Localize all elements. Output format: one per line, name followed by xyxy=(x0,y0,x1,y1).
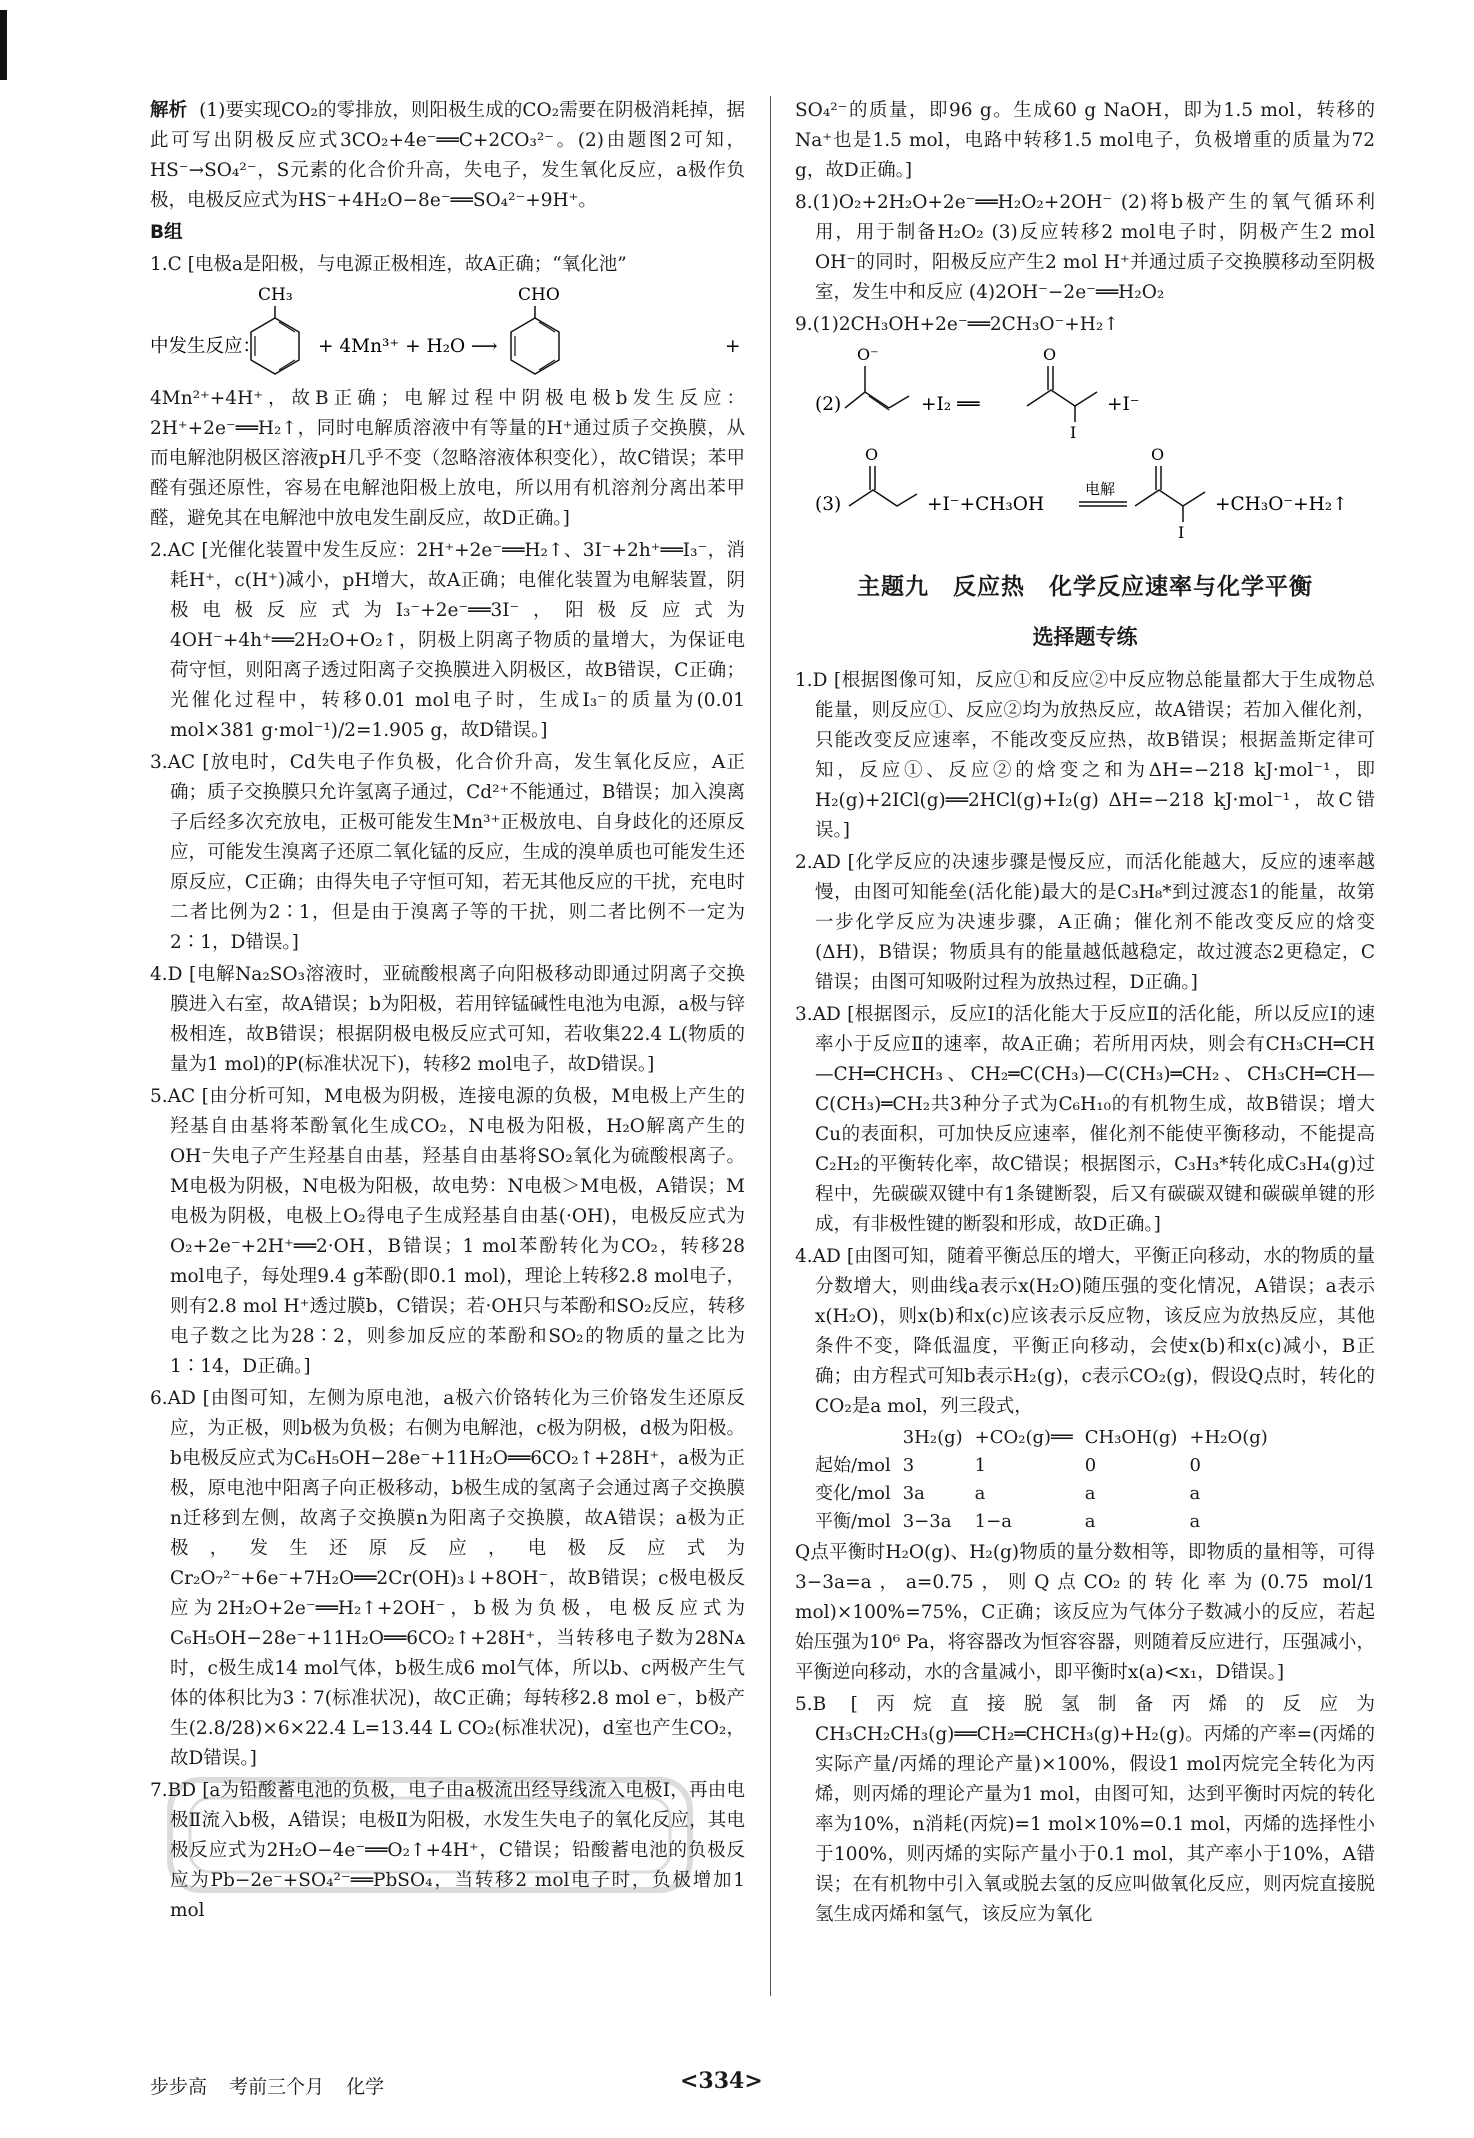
ice-header-cell: CH₃OH(g) xyxy=(1084,1427,1178,1448)
ice-cell: a xyxy=(1189,1483,1201,1504)
ice-cell: a xyxy=(1084,1483,1096,1504)
ice-cell: a xyxy=(974,1483,986,1504)
toluene-structure xyxy=(251,285,299,374)
ice-row xyxy=(815,1508,1280,1536)
binding-edge-mark xyxy=(0,10,7,80)
ice-cell: 3a xyxy=(902,1483,925,1504)
benzaldehyde-cho-label: CHO xyxy=(518,285,560,305)
ice-cell: a xyxy=(1189,1511,1201,1532)
answer-b7-continued: SO₄²⁻的质量，即96 g。生成60 g NaOH，即为1.5 mol，转移的Na⁺也是1.5 mol，电路中转移1.5 mol电子，负极增重的质量为72 g，故D正确。] xyxy=(795,100,1375,181)
group-b-heading: B组 xyxy=(150,222,183,243)
ice-cell: 变化/mol xyxy=(815,1483,891,1504)
answer-t4: 4.AD [由图可知，随着平衡总压的增大，平衡正向移动，水的物质的量分数增大，则曲线a表示x(H₂O)随压强的变化情况，A错误；a表示x(H₂O)，则x(b)和x(c)应该表示反应物，该反应为放热反应，其他条件不变，降低温度，平衡正向移动，会使x(b)和x(c)减小，B正确；由方程式可知b表示H₂(g)，c表示CO₂(g)，假设Q点时，转化的CO₂是a mol，列三段式， xyxy=(795,1246,1375,1417)
acetone-structure xyxy=(849,445,917,506)
ice-cell: 3 xyxy=(902,1455,915,1476)
electrolysis-products: +CH₃O⁻+H₂↑ xyxy=(1215,494,1348,515)
iodoketone-structure-1 xyxy=(1027,345,1097,440)
ice-row xyxy=(815,1480,1280,1508)
product-o-label: O xyxy=(1151,445,1165,464)
footer-series: 考前三个月 xyxy=(229,2076,325,2098)
ice-cell: 3−3a xyxy=(902,1511,952,1532)
answer-t4-continued: Q点平衡时H₂O(g)、H₂(g)物质的量分数相等，即物质的量相等，可得3−3a=a，a=0.75，则Q点CO₂的转化率为(0.75 mol/1 mol)×100%=75%，C正确；该反应为气体分子数减小的反应，若起始压强为10⁶ Pa，将容器改为恒容容器，则随着反应进行，压强减小，平衡逆向移动，水的含量减小，即平衡时x(a)<x₁，D错误。] xyxy=(795,1542,1375,1683)
benzaldehyde-structure xyxy=(511,285,560,374)
ice-cell: 0 xyxy=(1084,1455,1097,1476)
sub-label-3: (3) xyxy=(815,494,842,515)
reaction-prefix: 中发生反应： xyxy=(150,336,262,357)
ice-table xyxy=(815,1424,1280,1536)
ice-header-cell: +CO₂(g)══ xyxy=(974,1427,1073,1448)
ice-header-cell: 3H₂(g) xyxy=(902,1427,963,1448)
answer-t5: 5.B [丙烷直接脱氢制备丙烯的反应为CH₃CH₂CH₃(g)══CH₂═CHCH₃(g)+H₂(g)。丙烯的产率=(丙烯的实际产量/丙烯的理论产量)×100%，假设1 mol丙烷完全转化为丙烯，则丙烯的理论产量为1 mol，由图可知，达到平衡时丙烷的转化率为10%，n消耗(丙烷)=1 mol×10%=0.1 mol，丙烯的选择性小于100%，则丙烯的实际产量小于0.1 mol，其产率小于10%，A错误；在有机物中引入氧或脱去氢的反应叫做氧化反应，则丙烷直接脱氢生成丙烯和氢气，该反应为氧化 xyxy=(795,1694,1375,1925)
ice-cell: 平衡/mol xyxy=(815,1511,891,1532)
ice-cell: 1 xyxy=(974,1455,987,1476)
answer-t1: 1.D [根据图像可知，反应①和反应②中反应物总能量都大于生成物总能量，则反应①、反应②均为放热反应，故A错误；若加入催化剂，只能改变反应速率，不能改变反应热，故B错误；根据盖斯定律可知，反应①、反应②的焓变之和为ΔH=−218 kJ·mol⁻¹，即H₂(g)+2ICl(g)══2HCl(g)+I₂(g) ΔH=−218 kJ·mol⁻¹，故C错误。] xyxy=(795,670,1375,841)
page-footer xyxy=(150,2072,400,2102)
ice-header-cell xyxy=(815,1424,903,1452)
answer-b6: 6.AD [由图可知，左侧为原电池，a极六价铬转化为三价铬发生还原反应，为正极，则b极为负极；右侧为电解池，c极为阴极，d极为阳极。b电极反应式为C₆H₅OH−28e⁻+11H₂O══6CO₂↑+28H⁺，a极为正极，原电池中阳离子向正极移动，b极生成的氢离子会通过离子交换膜n迁移到左侧，故离子交换膜n为阳离子交换膜，故A错误；a极为正极，发生还原反应，电极反应式为Cr₂O₇²⁻+6e⁻+7H₂O══2Cr(OH)₃↓+8OH⁻，故B错误；c极电极反应为2H₂O+2e⁻══H₂↑+2OH⁻，b极为负极，电极反应式为C₆H₅OH−28e⁻+11H₂O══6CO₂↑+28H⁺，当转移电子数为28Nᴀ时，c极生成14 mol气体，b极生成6 mol气体，所以b、c两极产生气体的体积比为3∶7(标准状况)，故C正确；每转移2.8 mol e⁻，b极产生(2.8/28)×6×22.4 L=13.44 L CO₂(标准状况)，d室也产生CO₂，故D错误。] xyxy=(150,1388,745,1769)
ice-cell: 0 xyxy=(1189,1455,1201,1476)
iodoketone-structure-2 xyxy=(1135,445,1205,540)
product-iodine-label: I xyxy=(1178,523,1185,540)
acetone-o-label: O xyxy=(865,445,879,464)
electrolysis-reactants: +I⁻+CH₃OH xyxy=(927,494,1045,515)
answer-b9-part1: 9.(1)2CH₃OH+2e⁻══2CH₃O⁻+H₂↑ xyxy=(795,314,1119,335)
analysis-paragraph xyxy=(150,96,745,216)
reaction-iodination-enolate xyxy=(795,344,1375,440)
watermark-stamp xyxy=(150,1770,710,1900)
iodination-eq: +I₂ ══ xyxy=(921,394,980,415)
answer-t2: 2.AD [化学反应的决速步骤是慢反应，而活化能越大，反应的速率越慢，由图可知能垒(活化能)最大的是C₃H₈*到过渡态1的能量，故第一步化学反应为决速步骤，A正确；催化剂不能改变反应的焓变(ΔH)，B错误；物质具有的能量越低越稳定，故过渡态2更稳定，C错误；由图可知吸附过程为放热过程，D正确。] xyxy=(795,852,1375,993)
ice-header-row xyxy=(815,1424,1280,1452)
subsection-title: 选择题专练 xyxy=(1032,625,1138,649)
answer-b4: 4.D [电解Na₂SO₃溶液时，亚硫酸根离子向阳极移动即通过阴离子交换膜进入右室，故A错误；b为阳极，若用锌锰碱性电池为电源，a极与锌极相连，故B错误；根据阴极电极反应式可知，若收集22.4 L(物质的量为1 mol)的P(标准状况下)，转移2 mol电子，故D错误。] xyxy=(150,964,745,1075)
answer-b7: 7.BD [a为铅酸蓄电池的负极，电子由a极流出经导线流入电极Ⅰ，再由电极Ⅱ流入b极，A错误；电极Ⅱ为阳极，水发生失电子的氧化反应，其电极反应式为2H₂O−4e⁻══O₂↑+4H⁺，C错误；铅酸蓄电池的负极反应为Pb−2e⁻+SO₄²⁻══PbSO₄，当转移2 mol电子时，负极增加1 mol xyxy=(150,1780,745,1921)
reaction-electrolysis xyxy=(795,444,1375,540)
left-column xyxy=(150,96,745,2001)
reaction-toluene-oxidation xyxy=(150,284,745,380)
reaction-plus: + xyxy=(725,336,741,357)
answer-t3: 3.AD [根据图示，反应Ⅰ的活化能大于反应Ⅱ的活化能，所以反应Ⅰ的速率小于反应Ⅱ的速率，故A正确；若所用丙炔，则会有CH₃CH═CH—CH═CHCH₃、CH₂═C(CH₃)—C(CH₃)═CH₂、CH₃CH═CH—C(CH₃)═CH₂共3种分子式为C₆H₁₀的有机物生成，故B错误；增大Cu的表面积，可加快反应速率，催化剂不能使平衡移动，不能提高C₂H₂的平衡转化率，故C错误；根据图示，C₃H₃*转化成C₃H₄(g)过程中，先碳碳双键中有1条键断裂，后又有碳碳双键和碳碳单键的形成，有非极性键的断裂和形成，故D正确。] xyxy=(795,1004,1375,1235)
ice-cell: a xyxy=(1084,1511,1096,1532)
column-divider xyxy=(770,96,771,1996)
ice-header-cell: +H₂O(g) xyxy=(1189,1427,1268,1448)
answer-b5: 5.AC [由分析可知，M电极为阴极，连接电源的负极，M电极上产生的羟基自由基将苯酚氧化生成CO₂，N电极为阳极，H₂O解离产生的OH⁻失电子产生羟基自由基，羟基自由基将SO₂氧化为硫酸根离子。M电极为阴极，N电极为阳极，故电势：N电极＞M电极，A错误；M电极为阴极，电极上O₂得电子生成羟基自由基(·OH)，电极反应式为O₂+2e⁻+2H⁺══2·OH，B错误；1 mol苯酚转化为CO₂，转移28 mol电子，每处理9.4 g苯酚(即0.1 mol)，理论上转移2.8 mol电子，则有2.8 mol H⁺透过膜b，C错误；若·OH只与苯酚和SO₂反应，转移电子数之比为28∶2，则参加反应的苯酚和SO₂的物质的量之比为1∶14，D正确。] xyxy=(150,1086,745,1377)
sub-label-2: (2) xyxy=(815,394,842,415)
iodine-label: I xyxy=(1070,423,1077,440)
reaction-middle-terms: + 4Mn³⁺ + H₂O ⟶ xyxy=(318,336,498,357)
answer-b1-part2: 4Mn²⁺+4H⁺，故B正确；电解过程中阴极电极b发生反应：2H⁺+2e⁻══H₂↑，同时电解质溶液中有等量的H⁺通过质子交换膜，从而电解池阴极区溶液pH几乎不变（忽略溶液体积变化），故C错误；苯甲醛有强还原性，容易在电解池阳极上放电，所以用有机溶剂分离出苯甲醛，避免其在电解池中放电发生副反应，故D正确。] xyxy=(150,388,745,529)
iodide-product: +I⁻ xyxy=(1107,394,1140,415)
electrolysis-condition: 电解 xyxy=(1085,480,1116,498)
answer-b8: 8.(1)O₂+2H₂O+2e⁻══H₂O₂+2OH⁻ (2)将b极产生的氧气循环利用，用于制备H₂O₂ (3)反应转移2 mol电子时，阴极产生2 mol OH⁻的同时，阳极反应产生2 mol H⁺并通过质子交换膜移动至阴极室，发生中和反应 (4)2OH⁻−2e⁻══H₂O₂ xyxy=(795,192,1375,303)
footer-brand: 步步高 xyxy=(150,2076,208,2098)
ice-row xyxy=(815,1452,1280,1480)
analysis-text: (1)要实现CO₂的零排放，则阳极生成的CO₂需要在阴极消耗掉，据此可写出阴极反应式3CO₂+4e⁻══C+2CO₃²⁻。(2)由题图2可知，HS⁻→SO₄²⁻，S元素的化合价升高，失电子，发生氧化反应，a极作负极，电极反应式为HS⁻+4H₂O−8e⁻══SO₄²⁻+9H⁺。 xyxy=(150,100,745,211)
ketone-o-label: O xyxy=(1043,345,1057,364)
answer-b1-part1: 1.C [电极a是阳极，与电源正极相连，故A正确；“氧化池” xyxy=(150,254,627,275)
toluene-ch3-label: CH₃ xyxy=(258,285,293,305)
enolate-structure xyxy=(845,345,909,410)
ice-cell: 起始/mol xyxy=(815,1455,891,1476)
analysis-label: 解析 xyxy=(150,100,188,121)
ice-cell: 1−a xyxy=(974,1511,1012,1532)
answer-b3: 3.AC [放电时，Cd失电子作负极，化合价升高，发生氧化反应，A正确；质子交换膜只允许氢离子通过，Cd²⁺不能通过，B错误；加入溴离子后经多次充放电，正极可能发生Mn³⁺正极放电、自身歧化的还原反应，可能发生溴离子还原二氧化锰的反应，生成的溴单质也可能发生还原反应，C正确；由得失电子守恒可知，若无其他反应的干扰，充电时二者比例为2∶1，但是由于溴离子等的干扰，则二者比例不一定为2∶1，D错误。] xyxy=(150,752,745,953)
answer-b2: 2.AC [光催化装置中发生反应：2H⁺+2e⁻══H₂↑、3I⁻+2h⁺══I₃⁻，消耗H⁺，c(H⁺)减小，pH增大，故A正确；电催化装置为电解装置，阴极电极反应式为I₃⁻+2e⁻══3I⁻，阳极反应式为4OH⁻+4h⁺══2H₂O+O₂↑，阴极上阴离子物质的量增大，为保证电荷守恒，则阳离子透过阳离子交换膜进入阴极区，故B错误，C正确；光催化过程中，转移0.01 mol电子时，生成I₃⁻的质量为(0.01 mol×381 g·mol⁻¹)/2=1.905 g，故D错误。] xyxy=(150,540,745,741)
right-column xyxy=(795,96,1375,2001)
footer-subject: 化学 xyxy=(346,2076,385,2098)
enolate-o-minus: O⁻ xyxy=(857,345,879,364)
page-number: <334> xyxy=(680,2068,763,2094)
topic-title: 主题九 反应热 化学反应速率与化学平衡 xyxy=(857,574,1313,600)
